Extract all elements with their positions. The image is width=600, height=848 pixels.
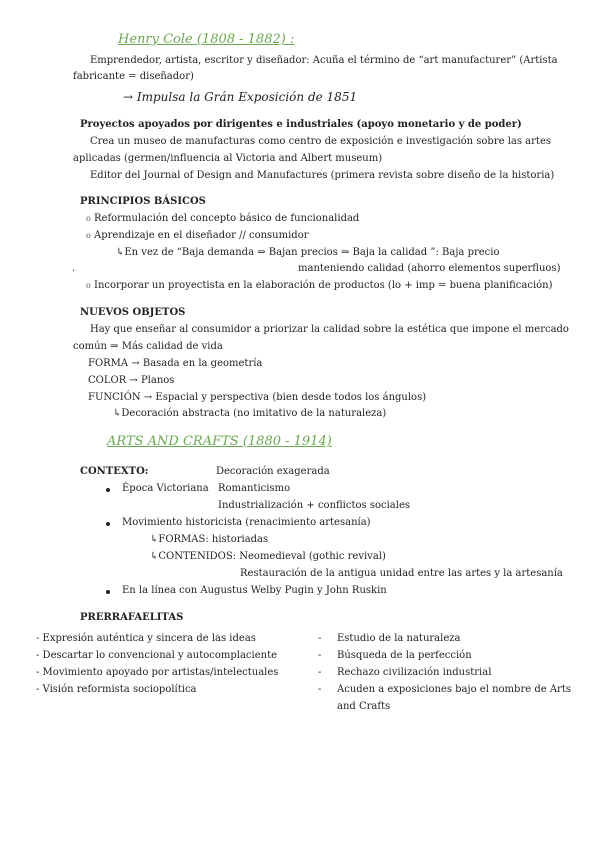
prerra-left-3: - Movimiento apoyado por artistas/intelectuales xyxy=(36,667,279,678)
principio-3: o Incorporar un proyectista en la elaboración de productos (lo + imp = buena planificación) xyxy=(86,280,553,291)
prerrafaelitas-heading: PRERRAFAELITAS xyxy=(80,612,184,623)
principios-heading: PRINCIPIOS BÁSICOS xyxy=(80,196,206,207)
bullet-icon xyxy=(106,488,110,492)
contexto-heading: CONTEXTO: xyxy=(80,466,149,477)
decoracion-exagerada: Decoración exagerada xyxy=(216,466,330,477)
nuevos-heading: NUEVOS OBJETOS xyxy=(80,307,186,318)
forma-line: FORMA → Basada en la geometría xyxy=(88,358,263,369)
prerra-left-1: - Expresión auténtica y sincera de las ideas xyxy=(36,633,256,644)
movimiento-historicista: Movimiento historicista (renacimiento artesanía) xyxy=(122,517,371,528)
proyectos-line2: aplicadas (germen/influencia al Victoria and Albert museum) xyxy=(73,153,383,164)
epoca-victoriana: Época Victoriana xyxy=(122,483,209,494)
funcion-line: FUNCIÓN → Espacial y perspectiva (bien desde todos los ángulos) xyxy=(88,392,427,403)
prerra-right-dash: - xyxy=(318,633,322,644)
prerra-right-4: Acuden a exposiciones bajo el nombre de Arts xyxy=(337,684,571,695)
exposicion-1851: → Impulsa la Grán Exposición de 1851 xyxy=(123,90,358,104)
proyectos-heading: Proyectos apoyados por dirigentes e industriales (apoyo monetario y de poder) xyxy=(80,119,522,130)
principio-2-dot: . xyxy=(72,263,76,274)
bullet-icon xyxy=(106,590,110,594)
prerra-right-dash: - xyxy=(318,667,322,678)
proyectos-line1: Crea un museo de manufacturas como centro de exposición e investigación sobre las artes xyxy=(90,136,551,147)
arts-crafts-title: ARTS AND CRAFTS (1880 - 1914) xyxy=(107,434,332,449)
decoracion-line: ↳Decoración abstracta (no imitativo de la naturaleza) xyxy=(113,408,387,419)
henry-line2: fabricante = diseñador) xyxy=(73,71,194,82)
principio-2: o Aprendizaje en el diseñador // consumidor xyxy=(86,230,309,241)
pugin-ruskin: En la línea con Augustus Welby Pugin y John Ruskin xyxy=(122,585,387,596)
principio-2-sub: ↳En vez de “Baja demanda ⇒ Bajan precios ⇒ Baja la calidad ”: Baja precio xyxy=(116,247,500,258)
prerra-right-5: and Crafts xyxy=(337,701,391,712)
henry-cole-title: Henry Cole (1808 - 1882) : xyxy=(118,32,295,47)
nuevos-line1: Hay que enseñar al consumidor a priorizar la calidad sobre la estética que impone el mercado xyxy=(90,324,569,335)
formas-historiadas: ↳FORMAS: historiadas xyxy=(150,534,269,545)
prerra-left-2: - Descartar lo convencional y autocomplaciente xyxy=(36,650,278,661)
restauracion-unidad: Restauración de la antigua unidad entre las artes y la artesanía xyxy=(240,568,563,579)
principio-1: o Reformulación del concepto básico de funcionalidad xyxy=(86,213,360,224)
color-line: COLOR → Planos xyxy=(88,375,175,386)
henry-line1: Emprendedor, artista, escritor y diseñador: Acuña el término de “art manufacturer” (Artista xyxy=(90,55,558,66)
industrializacion: Industrialización + conflictos sociales xyxy=(218,500,410,511)
prerra-right-1: Estudio de la naturaleza xyxy=(337,633,461,644)
romanticismo: Romanticismo xyxy=(218,483,291,494)
contenidos-neomedieval: ↳CONTENIDOS: Neomedieval (gothic revival) xyxy=(150,551,386,562)
principio-2-sub2: manteniendo calidad (ahorro elementos superfluos) xyxy=(298,263,561,274)
prerra-left-4: - Visión reformista sociopolítica xyxy=(36,684,197,695)
proyectos-line3: Editor del Journal of Design and Manufactures (primera revista sobre diseño de la historia) xyxy=(90,170,555,181)
bullet-icon xyxy=(106,522,110,526)
nuevos-line2: común ⇒ Más calidad de vida xyxy=(73,341,223,352)
prerra-right-2: Búsqueda de la perfección xyxy=(337,650,472,661)
prerra-right-3: Rechazo civilización industrial xyxy=(337,667,492,678)
prerra-right-dash: - xyxy=(318,684,322,695)
prerra-right-dash: - xyxy=(318,650,322,661)
